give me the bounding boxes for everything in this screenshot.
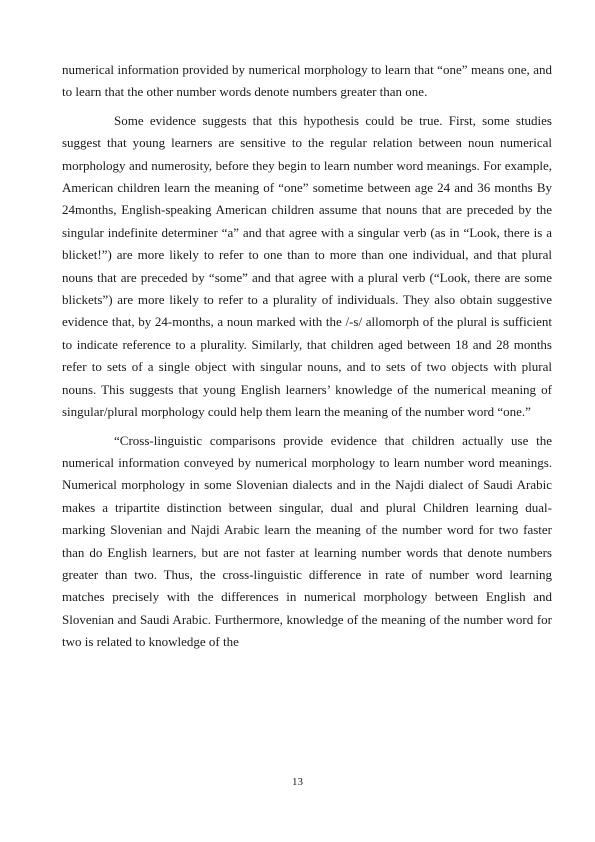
- paragraph-continuation: numerical information provided by numerical morphology to learn that “one” means one, and to learn that the other number words denote numbers greater than one.: [62, 62, 552, 100]
- paragraph-cross-linguistic: “Cross-linguistic comparisons provide evidence that children actually use the numerical information conveyed by numerical morphology to learn number word meanings. Numerical morphology in some Slovenian dialects and in the Najdi dialect of Saudi Arabic makes a tripartite distinction between singular, dual and plural Children learning dual-marking Slovenian and Najdi Arabic learn the meaning of the number word for two faster than do English learners, but are not faster at learning number words that denote numbers greater than two. Thus, the cross-linguistic difference in rate of number word learning matches precisely with the differences in numerical morphology between English and Slovenian and Saudi Arabic. Furthermore, knowledge of the meaning of the number word for two is related to knowledge of the: [62, 432, 552, 650]
- paragraph-evidence: Some evidence suggests that this hypothesis could be true. First, some studies suggest that young learners are sensitive to the regular relation between noun numerical morphology and numerosity, before they begin to learn number word meanings. For example, American children learn the meaning of “one” sometime between age 24 and 36 months By 24months, English-speaking American children assume that nouns that are preceded by the singular indefinite determiner “a” and that agree with a singular verb (as in “Look, there is a blicket!”) are more likely to refer to one than to more than one individual, and that plural nouns that are preceded by “some” and that agree with a plural verb (“Look, there are some blickets”) are more likely to refer to a plurality of individuals. They also obtain suggestive evidence that, by 24-months, a noun marked with the /-s/ allomorph of the plural is sufficient to indicate reference to a plurality. Similarly, that children aged between 18 and 28 months refer to sets of a single object with singular nouns, and to sets of two objects with plural nouns. This suggests that young English learners’ knowledge of the numerical meaning of singular/plural morphology could help them learn the meaning of the number word “one.”: [62, 112, 552, 420]
- document-body: [62, 59, 552, 660]
- page-number: 13: [292, 776, 303, 788]
